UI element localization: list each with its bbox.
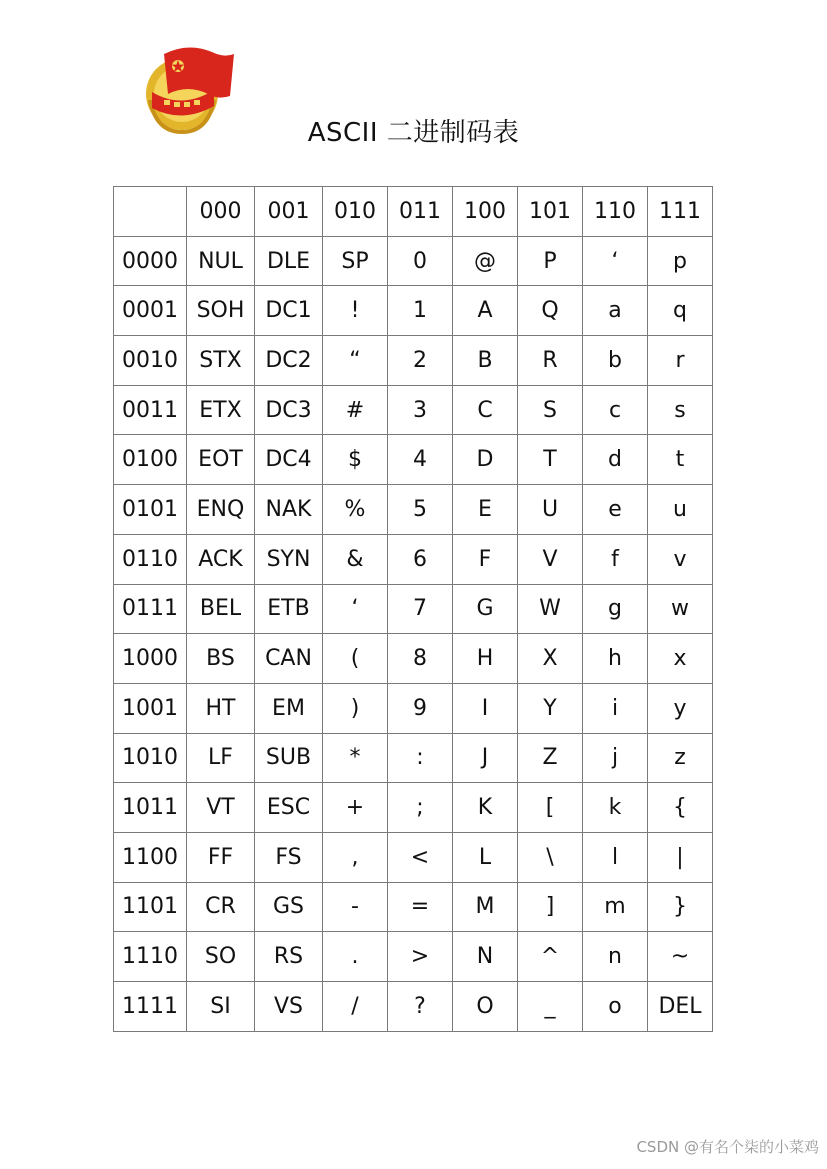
column-header-cell: 000: [187, 187, 255, 237]
table-cell: A: [453, 286, 518, 336]
table-cell: EOT: [187, 435, 255, 485]
table-cell: _: [518, 982, 583, 1032]
ascii-binary-table: [113, 186, 713, 1032]
table-cell: \: [518, 832, 583, 882]
table-cell: U: [518, 485, 583, 535]
table-cell: E: [453, 485, 518, 535]
table-cell: DEL: [648, 982, 713, 1032]
table-cell: D: [453, 435, 518, 485]
table-cell: z: [648, 733, 713, 783]
table-cell: s: [648, 385, 713, 435]
page-title-text: ASCII 二进制码表: [307, 118, 520, 148]
row-header-cell: 1010: [114, 733, 187, 783]
table-cell: c: [583, 385, 648, 435]
table-cell: h: [583, 634, 648, 684]
table-cell: m: [583, 882, 648, 932]
column-header-cell: 011: [388, 187, 453, 237]
table-cell: ACK: [187, 534, 255, 584]
table-row: [114, 435, 713, 485]
table-row: [114, 882, 713, 932]
table-cell: F: [453, 534, 518, 584]
row-header-cell: 0110: [114, 534, 187, 584]
table-row: [114, 534, 713, 584]
table-row: [114, 286, 713, 336]
table-cell: %: [323, 485, 388, 535]
table-cell: {: [648, 783, 713, 833]
table-cell: :: [388, 733, 453, 783]
table-cell: STX: [187, 336, 255, 386]
table-cell: N: [453, 932, 518, 982]
table-cell: SI: [187, 982, 255, 1032]
table-cell: +: [323, 783, 388, 833]
table-cell: ): [323, 683, 388, 733]
table-cell: }: [648, 882, 713, 932]
page-title: [0, 112, 827, 149]
table-cell: b: [583, 336, 648, 386]
csdn-watermark: CSDN @有名个柒的小菜鸡: [636, 1138, 819, 1156]
table-cell: HT: [187, 683, 255, 733]
row-header-cell: 1100: [114, 832, 187, 882]
table-cell: 5: [388, 485, 453, 535]
table-cell: ESC: [255, 783, 323, 833]
row-header-cell: 0100: [114, 435, 187, 485]
table-cell: t: [648, 435, 713, 485]
column-header-cell: 111: [648, 187, 713, 237]
table-cell: K: [453, 783, 518, 833]
table-cell: VT: [187, 783, 255, 833]
table-cell: e: [583, 485, 648, 535]
table-cell: u: [648, 485, 713, 535]
row-header-cell: 0011: [114, 385, 187, 435]
table-cell: V: [518, 534, 583, 584]
table-cell: *: [323, 733, 388, 783]
table-cell: L: [453, 832, 518, 882]
table-row: [114, 584, 713, 634]
table-cell: 9: [388, 683, 453, 733]
table-cell: g: [583, 584, 648, 634]
table-cell: q: [648, 286, 713, 336]
table-cell: W: [518, 584, 583, 634]
table-row: [114, 982, 713, 1032]
table-cell: w: [648, 584, 713, 634]
table-cell: 7: [388, 584, 453, 634]
row-header-cell: 0101: [114, 485, 187, 535]
table-cell: R: [518, 336, 583, 386]
row-header-cell: 0000: [114, 236, 187, 286]
table-cell: 3: [388, 385, 453, 435]
table-cell: B: [453, 336, 518, 386]
table-cell: NUL: [187, 236, 255, 286]
table-cell: 8: [388, 634, 453, 684]
row-header-cell: 1000: [114, 634, 187, 684]
table-row: [114, 634, 713, 684]
table-cell: ‘: [583, 236, 648, 286]
table-cell: $: [323, 435, 388, 485]
table-cell: Q: [518, 286, 583, 336]
table-cell: GS: [255, 882, 323, 932]
table-cell: DC2: [255, 336, 323, 386]
table-cell: 4: [388, 435, 453, 485]
table-cell: SOH: [187, 286, 255, 336]
table-cell: =: [388, 882, 453, 932]
table-cell: ~: [648, 932, 713, 982]
table-cell: >: [388, 932, 453, 982]
table-cell: M: [453, 882, 518, 932]
table-cell: !: [323, 286, 388, 336]
table-cell: S: [518, 385, 583, 435]
table-cell: 6: [388, 534, 453, 584]
column-header-cell: 001: [255, 187, 323, 237]
table-cell: T: [518, 435, 583, 485]
table-cell: RS: [255, 932, 323, 982]
table-cell: (: [323, 634, 388, 684]
table-cell: CAN: [255, 634, 323, 684]
table-row: [114, 683, 713, 733]
table-cell: SYN: [255, 534, 323, 584]
table-cell: a: [583, 286, 648, 336]
table-cell: n: [583, 932, 648, 982]
column-header-cell: 100: [453, 187, 518, 237]
table-cell: ,: [323, 832, 388, 882]
table-cell: I: [453, 683, 518, 733]
table-cell: j: [583, 733, 648, 783]
table-row: [114, 485, 713, 535]
table-cell: J: [453, 733, 518, 783]
table-cell: CR: [187, 882, 255, 932]
table-cell: v: [648, 534, 713, 584]
row-header-cell: 1011: [114, 783, 187, 833]
table-cell: -: [323, 882, 388, 932]
table-cell: DC3: [255, 385, 323, 435]
row-header-cell: 1101: [114, 882, 187, 932]
table-cell: DLE: [255, 236, 323, 286]
table-cell: LF: [187, 733, 255, 783]
table-cell: ETB: [255, 584, 323, 634]
table-cell: o: [583, 982, 648, 1032]
table-cell: FF: [187, 832, 255, 882]
row-header-cell: 1110: [114, 932, 187, 982]
row-header-cell: 1111: [114, 982, 187, 1032]
table-cell: [: [518, 783, 583, 833]
table-cell: /: [323, 982, 388, 1032]
table-cell: 1: [388, 286, 453, 336]
table-cell: l: [583, 832, 648, 882]
table-cell: G: [453, 584, 518, 634]
table-row: [114, 932, 713, 982]
table-cell: X: [518, 634, 583, 684]
table-cell: H: [453, 634, 518, 684]
column-header-cell: 010: [323, 187, 388, 237]
table-cell: k: [583, 783, 648, 833]
table-cell: p: [648, 236, 713, 286]
table-cell: ;: [388, 783, 453, 833]
table-cell: .: [323, 932, 388, 982]
table-cell: BS: [187, 634, 255, 684]
row-header-cell: 0111: [114, 584, 187, 634]
table-row: [114, 336, 713, 386]
table-row: [114, 236, 713, 286]
column-header-cell: 110: [583, 187, 648, 237]
table-cell: DC4: [255, 435, 323, 485]
table-cell: i: [583, 683, 648, 733]
table-cell: x: [648, 634, 713, 684]
table-cell: f: [583, 534, 648, 584]
table-cell: FS: [255, 832, 323, 882]
table-corner-cell: [114, 187, 187, 237]
table-header-row: [114, 187, 713, 237]
row-header-cell: 0010: [114, 336, 187, 386]
table-cell: ENQ: [187, 485, 255, 535]
table-cell: BEL: [187, 584, 255, 634]
table-cell: 2: [388, 336, 453, 386]
table-cell: SUB: [255, 733, 323, 783]
table-row: [114, 733, 713, 783]
row-header-cell: 0001: [114, 286, 187, 336]
table-cell: SP: [323, 236, 388, 286]
table-cell: EM: [255, 683, 323, 733]
row-header-cell: 1001: [114, 683, 187, 733]
table-cell: <: [388, 832, 453, 882]
table-cell: O: [453, 982, 518, 1032]
table-cell: Y: [518, 683, 583, 733]
table-cell: ^: [518, 932, 583, 982]
table-cell: d: [583, 435, 648, 485]
table-cell: P: [518, 236, 583, 286]
column-header-cell: 101: [518, 187, 583, 237]
table-cell: C: [453, 385, 518, 435]
table-cell: ]: [518, 882, 583, 932]
table-cell: y: [648, 683, 713, 733]
table-cell: SO: [187, 932, 255, 982]
table-cell: DC1: [255, 286, 323, 336]
table-cell: 0: [388, 236, 453, 286]
table-cell: NAK: [255, 485, 323, 535]
table-cell: |: [648, 832, 713, 882]
table-cell: &: [323, 534, 388, 584]
table-cell: VS: [255, 982, 323, 1032]
table-cell: @: [453, 236, 518, 286]
table-cell: ETX: [187, 385, 255, 435]
table-cell: ?: [388, 982, 453, 1032]
table-cell: “: [323, 336, 388, 386]
table-cell: r: [648, 336, 713, 386]
table-row: [114, 783, 713, 833]
table-row: [114, 385, 713, 435]
table-cell: #: [323, 385, 388, 435]
table-cell: ‘: [323, 584, 388, 634]
table-row: [114, 832, 713, 882]
table-cell: Z: [518, 733, 583, 783]
